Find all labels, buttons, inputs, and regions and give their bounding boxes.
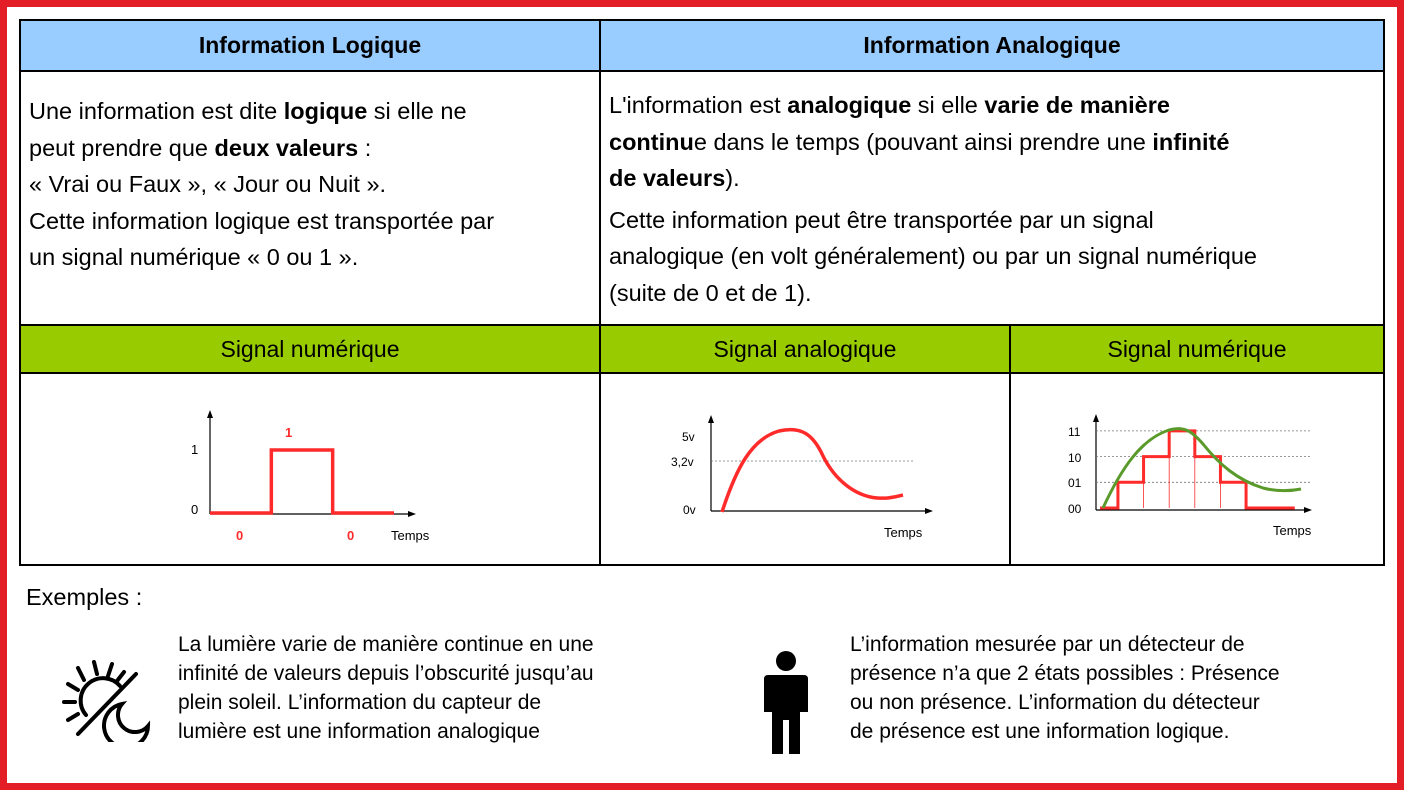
- sun-moon-icon: [62, 660, 154, 742]
- y-tick-3-2v: 3,2v: [671, 455, 694, 469]
- presence-line-2: présence n’a que 2 états possibles : Présence: [850, 662, 1280, 685]
- x-axis-arrow: [925, 508, 933, 514]
- y-axis-arrow: [207, 410, 213, 418]
- y-tick-00: 00: [1068, 502, 1082, 516]
- x-axis-arrow: [1304, 507, 1312, 513]
- presence-line-4: de présence est une information logique.: [850, 720, 1230, 743]
- light-line-2: infinité de valeurs depuis l’obscurité jusqu’au: [178, 662, 594, 685]
- analog-line-3: de valeurs).: [609, 165, 740, 191]
- x-axis-arrow: [408, 511, 416, 517]
- digital-signal-header: [19, 324, 601, 374]
- logic-header: [19, 19, 601, 72]
- light-example-text: [178, 630, 594, 746]
- digital-step-line: [1100, 431, 1295, 508]
- segment-label-0a: 0: [236, 528, 244, 543]
- analog-description: [599, 70, 1385, 326]
- x-axis-label: Temps: [1273, 523, 1312, 538]
- y-tick-01: 01: [1068, 476, 1082, 490]
- person-icon: [762, 650, 810, 756]
- digital2-signal-title: Signal numérique: [1107, 335, 1287, 362]
- digital-signal-title: Signal numérique: [220, 335, 400, 362]
- analog-header: [599, 19, 1385, 72]
- presence-line-1: L’information mesurée par un détecteur de: [850, 633, 1245, 656]
- logic-header-title: Information Logique: [198, 32, 422, 58]
- analog-signal-header: [599, 324, 1011, 374]
- digital-signal-line: [210, 450, 394, 513]
- logic-line-1: Une information est dite logique si elle ne: [29, 98, 467, 124]
- light-line-1: La lumière varie de manière continue en une: [178, 633, 594, 656]
- y-axis-arrow: [1093, 414, 1099, 422]
- x-axis-label: Temps: [884, 525, 923, 540]
- digital2-signal-header: [1009, 324, 1385, 374]
- light-line-3: plein soleil. L’information du capteur de: [178, 691, 542, 714]
- examples-title: Exemples :: [26, 584, 143, 610]
- digital2-chart-cell: [1009, 372, 1385, 566]
- y-tick-5v: 5v: [682, 430, 695, 444]
- logic-line-4: Cette information logique est transportée par: [29, 207, 495, 234]
- presence-sensor-icon: [762, 650, 810, 761]
- y-tick-1: 1: [191, 442, 199, 457]
- analog-line-2: continue dans le temps (pouvant ainsi prendre une infinité: [609, 128, 1230, 155]
- analog-signal-curve: [722, 430, 903, 512]
- analog-line-6: (suite de 0 et de 1).: [609, 279, 812, 306]
- y-tick-10: 10: [1068, 451, 1082, 465]
- digital-chart: [21, 374, 599, 564]
- y-tick-11: 11: [1068, 425, 1081, 439]
- digital-chart-cell: [19, 372, 601, 566]
- y-axis-arrow: [708, 415, 714, 423]
- analog-line-4: Cette information peut être transportée par un signal: [609, 206, 1154, 233]
- logic-description: [19, 70, 601, 326]
- analog-chart: [601, 374, 1009, 564]
- analog-line-1: L'information est analogique si elle varie de manière: [609, 92, 1170, 118]
- digital2-chart: [1011, 374, 1383, 564]
- presence-example-text: [850, 630, 1280, 746]
- segment-label-1: 1: [285, 425, 293, 440]
- light-line-4: lumière est une information analogique: [178, 720, 540, 743]
- segment-label-0b: 0: [347, 528, 355, 543]
- light-sensor-icon: [62, 660, 154, 747]
- analog-line-5: analogique (en volt généralement) ou par un signal numérique: [609, 243, 1257, 269]
- analog-chart-cell: [599, 372, 1011, 566]
- logic-line-2: peut prendre que deux valeurs :: [29, 134, 372, 161]
- logic-line-5: un signal numérique « 0 ou 1 ».: [29, 244, 359, 270]
- y-tick-0: 0: [191, 502, 199, 517]
- x-axis-label: Temps: [391, 528, 430, 543]
- analog-header-title: Information Analogique: [863, 32, 1121, 58]
- y-tick-0v: 0v: [683, 503, 696, 517]
- analog-signal-title: Signal analogique: [713, 335, 897, 362]
- analog-reference-curve: [1103, 429, 1301, 508]
- presence-line-3: ou non présence. L’information du détecteur: [850, 691, 1260, 714]
- logic-line-3: « Vrai ou Faux », « Jour ou Nuit ».: [29, 171, 387, 197]
